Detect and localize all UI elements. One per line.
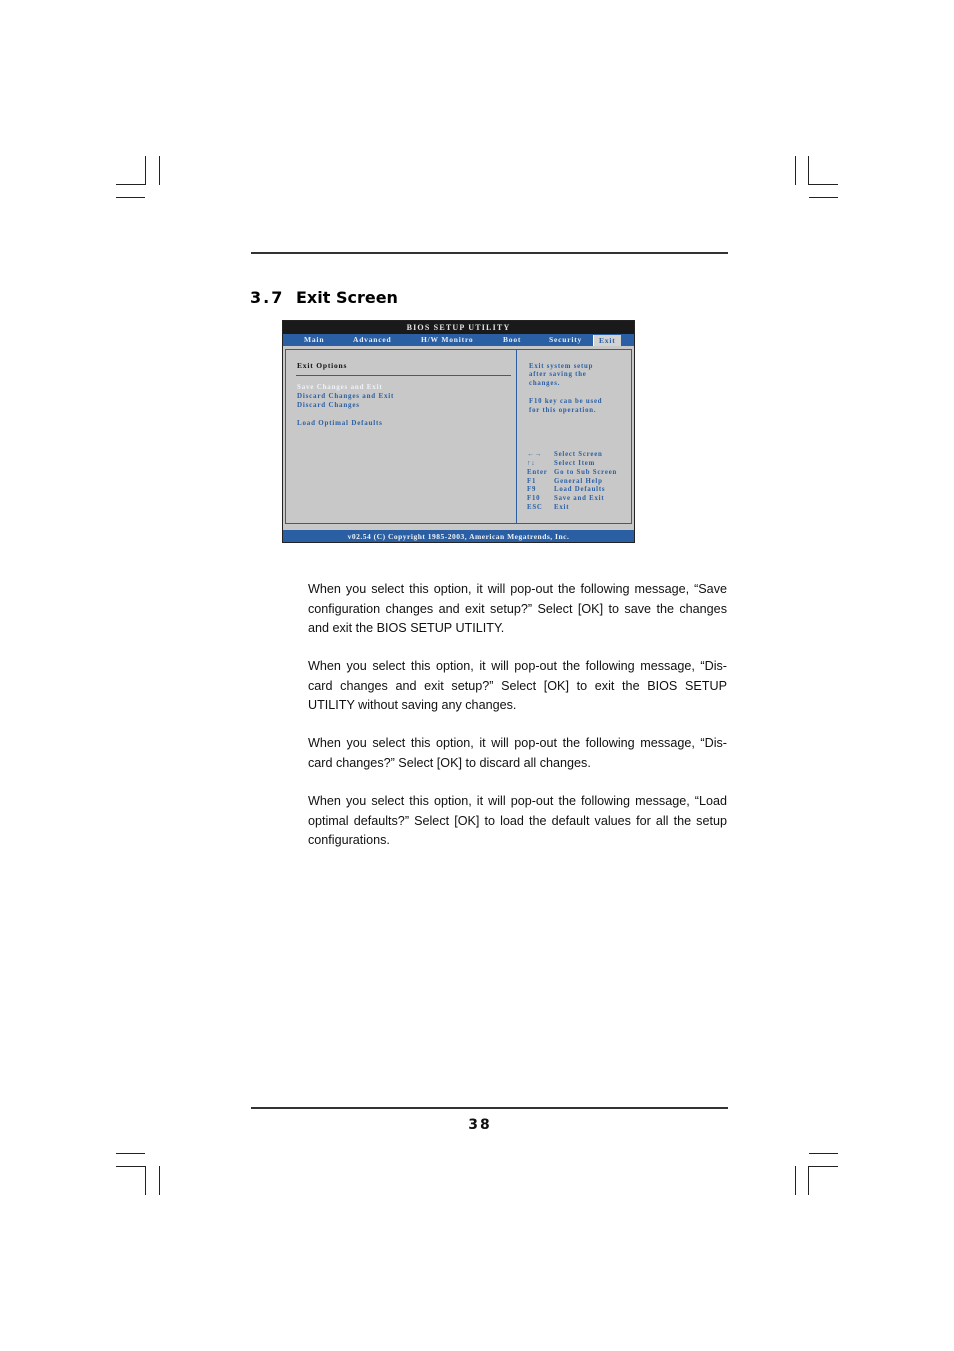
arrow-up-down-icon: ↑↓ xyxy=(527,460,536,467)
bios-panel xyxy=(285,349,632,524)
tab-exit[interactable]: Exit xyxy=(593,335,621,346)
tab-advanced[interactable]: Advanced xyxy=(353,335,392,344)
paragraph-discard-changes-and-exit: When you select this option, it will pop-out the following message, “Dis-card changes and exit setup?” Select [OK] to exit the BIOS SETUP UTILITY without saving any changes. xyxy=(308,659,727,712)
help-panel xyxy=(517,350,631,523)
key-legend-row: F9 Load Defaults xyxy=(527,486,606,493)
bios-title: BIOS SETUP UTILITY xyxy=(283,321,634,334)
help-line: changes. xyxy=(529,380,561,387)
option-save-changes-and-exit[interactable]: Save Changes and Exit xyxy=(297,383,383,391)
key-legend-row: ESC Exit xyxy=(527,504,570,511)
bios-menu-bar xyxy=(283,334,634,346)
help-line: for this operation. xyxy=(529,407,597,414)
paragraph-discard-changes: When you select this option, it will pop-out the following message, “Dis-card changes?” Select [OK] to discard all changes. xyxy=(308,736,727,770)
section-number: 3.7 xyxy=(250,288,285,307)
key-legend-row: F10 Save and Exit xyxy=(527,495,605,502)
key-legend-row: Enter Go to Sub Screen xyxy=(527,469,618,476)
tab-security[interactable]: Security xyxy=(549,335,583,344)
heading-divider xyxy=(296,375,511,376)
option-discard-changes[interactable]: Discard Changes xyxy=(297,401,360,409)
option-load-optimal-defaults[interactable]: Load Optimal Defaults xyxy=(297,419,383,427)
key-legend-row: ←→ Select Screen xyxy=(527,451,603,458)
page-number: 38 xyxy=(468,1117,492,1133)
bios-copyright: v02.54 (C) Copyright 1985-2003, American Megatrends, Inc. xyxy=(283,530,634,542)
bios-screen xyxy=(282,320,635,543)
footer-rule xyxy=(251,1107,728,1109)
help-line: Exit system setup xyxy=(529,363,594,370)
panel-heading: Exit Options xyxy=(297,361,348,370)
tab-boot[interactable]: Boot xyxy=(503,335,522,344)
paragraph-load-optimal-defaults: When you select this option, it will pop-out the following message, “Load optimal defaults?” Select [OK] to load the default values for all the setup configurations. xyxy=(308,794,727,847)
option-discard-changes-and-exit[interactable]: Discard Changes and Exit xyxy=(297,392,395,400)
section-title xyxy=(250,288,398,307)
header-rule xyxy=(251,252,728,254)
help-line: F10 key can be used xyxy=(529,398,603,405)
section-title-text: Exit Screen xyxy=(296,288,398,307)
arrow-left-right-icon: ←→ xyxy=(527,451,543,458)
tab-main[interactable]: Main xyxy=(304,335,325,344)
key-legend-row: ↑↓ Select Item xyxy=(527,460,596,467)
tab-hw-monitor[interactable]: H/W Monitro xyxy=(421,335,474,344)
exit-options-panel xyxy=(286,350,517,523)
paragraph-save-changes-and-exit: When you select this option, it will pop-out the following message, “Save configuration changes and exit setup?” Select [OK] to save the changes and exit the BIOS SETUP UTILITY. xyxy=(308,582,727,635)
help-line: after saving the xyxy=(529,371,587,378)
key-legend-row: F1 General Help xyxy=(527,478,603,485)
